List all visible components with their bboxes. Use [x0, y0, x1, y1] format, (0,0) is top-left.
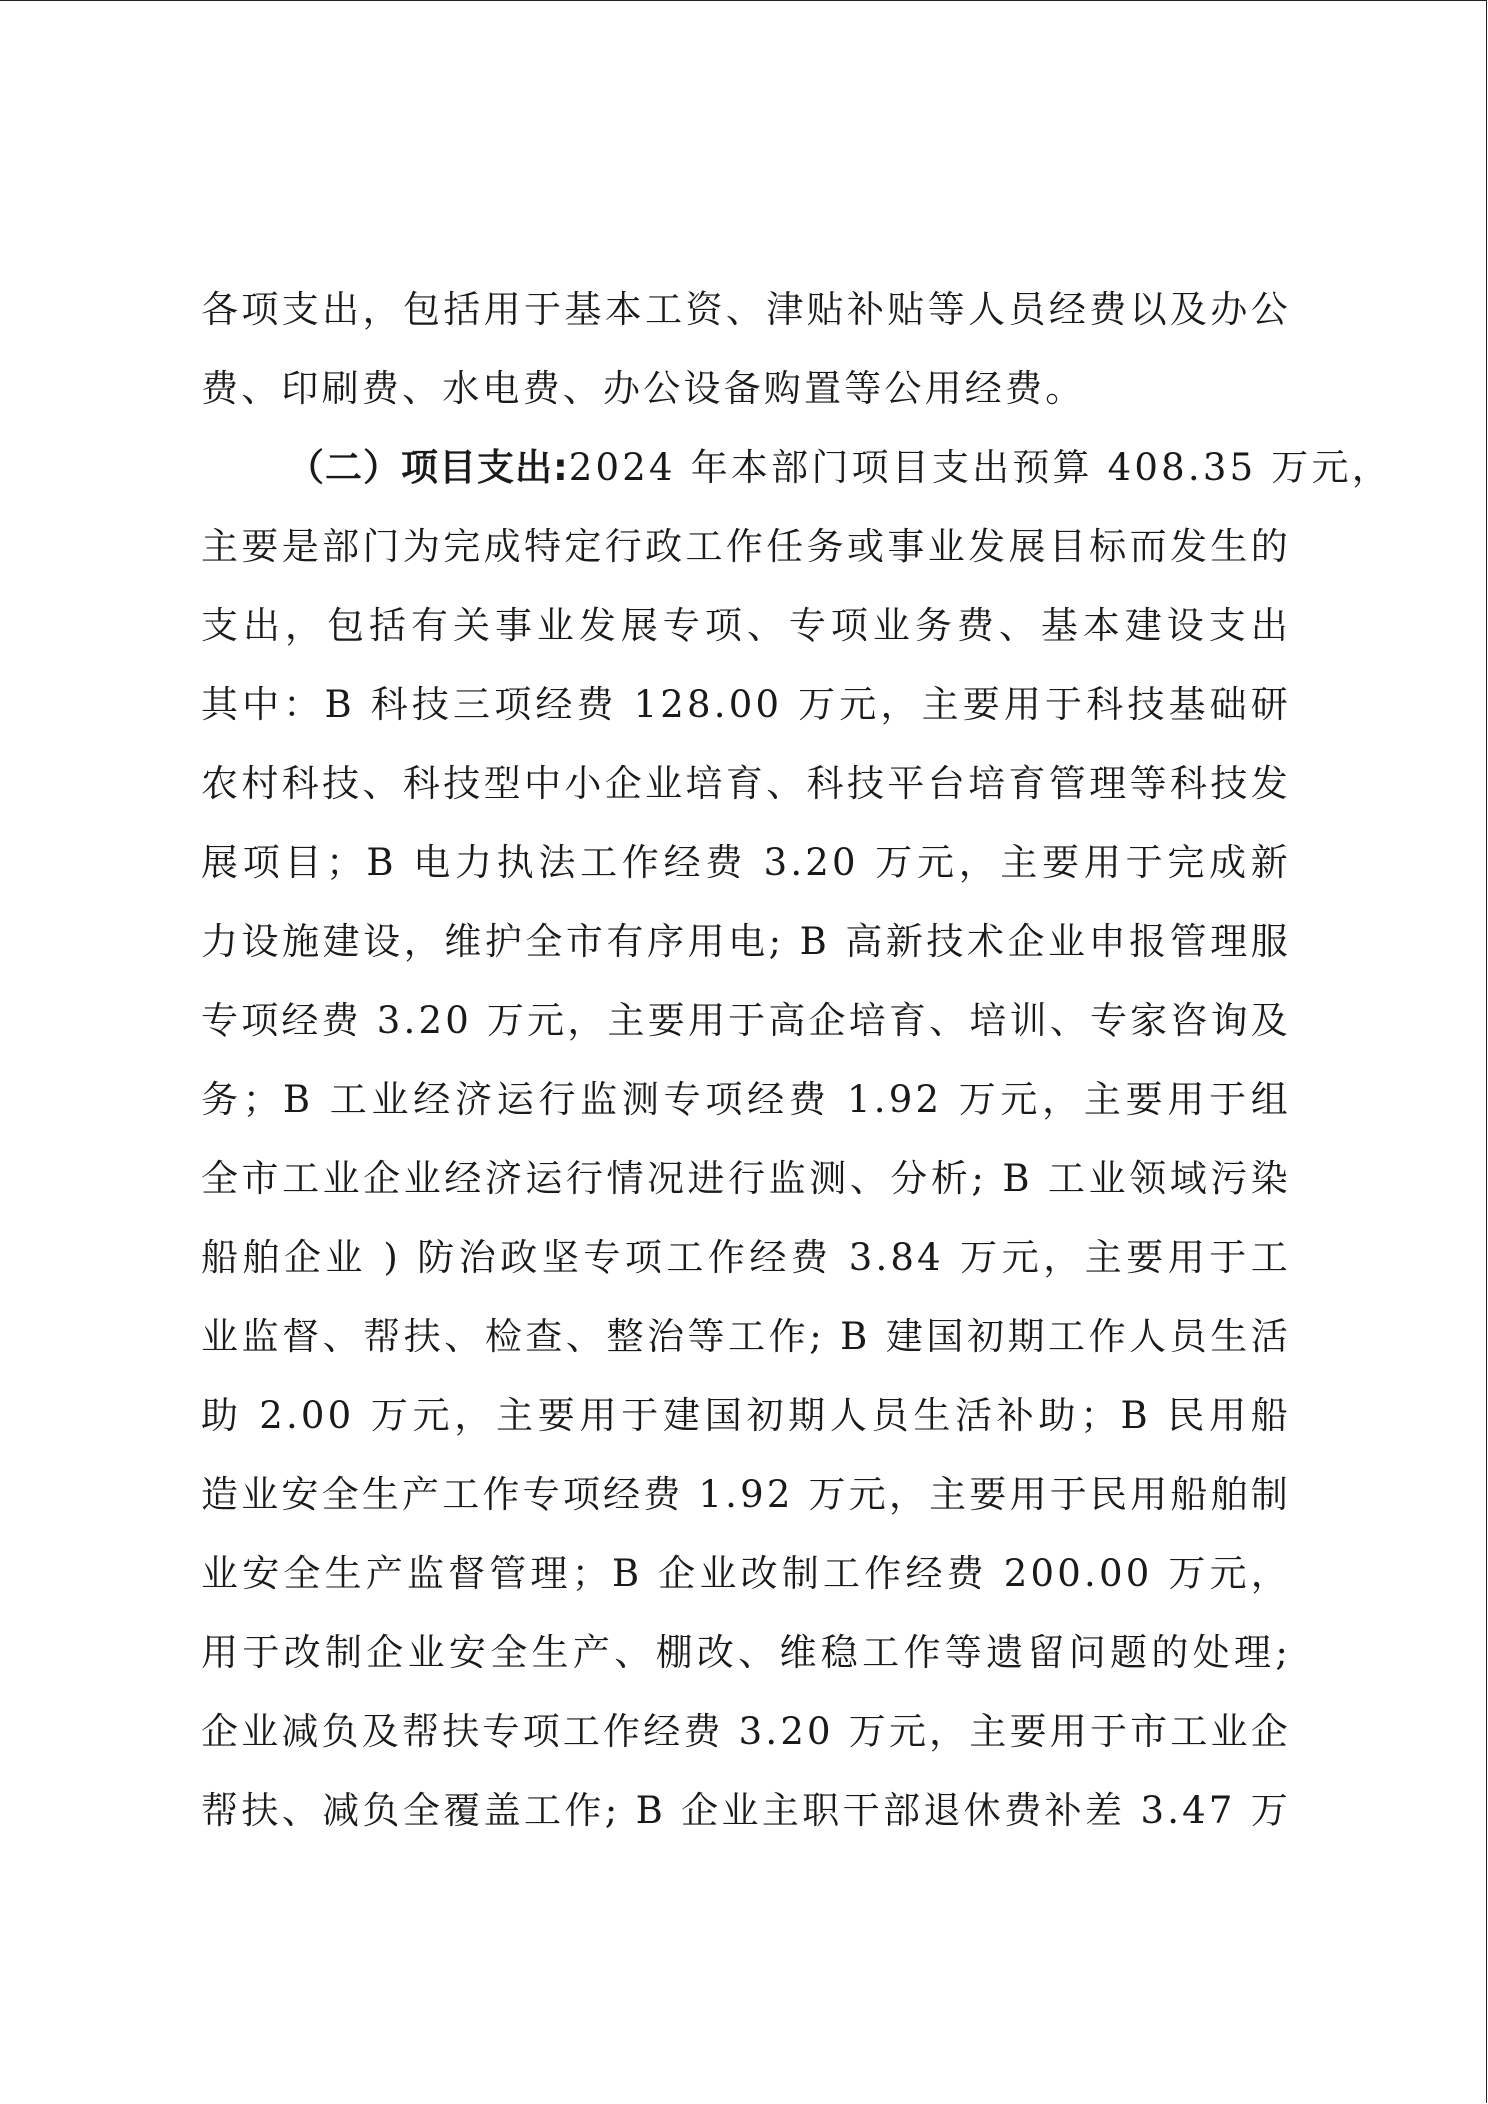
text-line: 费、印刷费、水电费、办公设备购置等公用经费。	[201, 367, 1086, 410]
text-line: 业安全生产监督管理；B 企业改制工作经费 200.00 万元，	[201, 1552, 1291, 1595]
text-line: 专项经费 3.20 万元，主要用于高企培育、培训、专家咨询及	[201, 999, 1291, 1042]
text-line: 企业减负及帮扶专项工作经费 3.20 万元，主要用于市工业企	[201, 1710, 1291, 1753]
text-line: 务；B 工业经济运行监测专项经费 1.92 万元，主要用于组	[201, 1078, 1291, 1121]
text-line: 用于改制企业安全生产、棚改、维稳工作等遗留问题的处理;	[201, 1631, 1291, 1674]
text-line: 助 2.00 万元，主要用于建国初期人员生活补助；B 民用船	[201, 1394, 1291, 1437]
section-heading: （二）项目支出:	[287, 446, 569, 489]
text-span: 2024 年本部门项目支出预算 408.35 万元，	[568, 446, 1392, 489]
text-line: 农村科技、科技型中小企业培育、科技平台培育管理等科技发	[201, 762, 1291, 805]
text-line: 展项目；B 电力执法工作经费 3.20 万元，主要用于完成新	[201, 841, 1291, 884]
text-line: 力设施建设，维护全市有序用电; B 高新技术企业申报管理服	[201, 920, 1291, 963]
paragraph-project-expenses	[201, 428, 1392, 1850]
text-line: 船舶企业 ) 防治政坚专项工作经费 3.84 万元，主要用于工	[201, 1236, 1291, 1279]
text-line: 主要是部门为完成特定行政工作任务或事业发展目标而发生的	[201, 525, 1291, 568]
text-line: 各项支出，包括用于基本工资、津贴补贴等人员经费以及办公	[201, 288, 1291, 331]
paragraph-personnel-expenses	[201, 270, 1291, 428]
text-line: 支出，包括有关事业发展专项、专项业务费、基本建设支出	[201, 604, 1291, 647]
text-line: 帮扶、减负全覆盖工作; B 企业主职干部退休费补差 3.47 万	[201, 1789, 1291, 1832]
paragraph-first-line	[201, 428, 1392, 507]
text-line: 造业安全生产工作专项经费 1.92 万元，主要用于民用船舶制	[201, 1473, 1291, 1516]
text-line: 业监督、帮扶、检查、整治等工作; B 建国初期工作人员生活	[201, 1315, 1291, 1358]
document-body	[201, 270, 1392, 1850]
text-line: 全市工业企业经济运行情况进行监测、分析; B 工业领域污染	[201, 1157, 1291, 1200]
text-line: 其中：B 科技三项经费 128.00 万元，主要用于科技基础研	[201, 683, 1291, 726]
